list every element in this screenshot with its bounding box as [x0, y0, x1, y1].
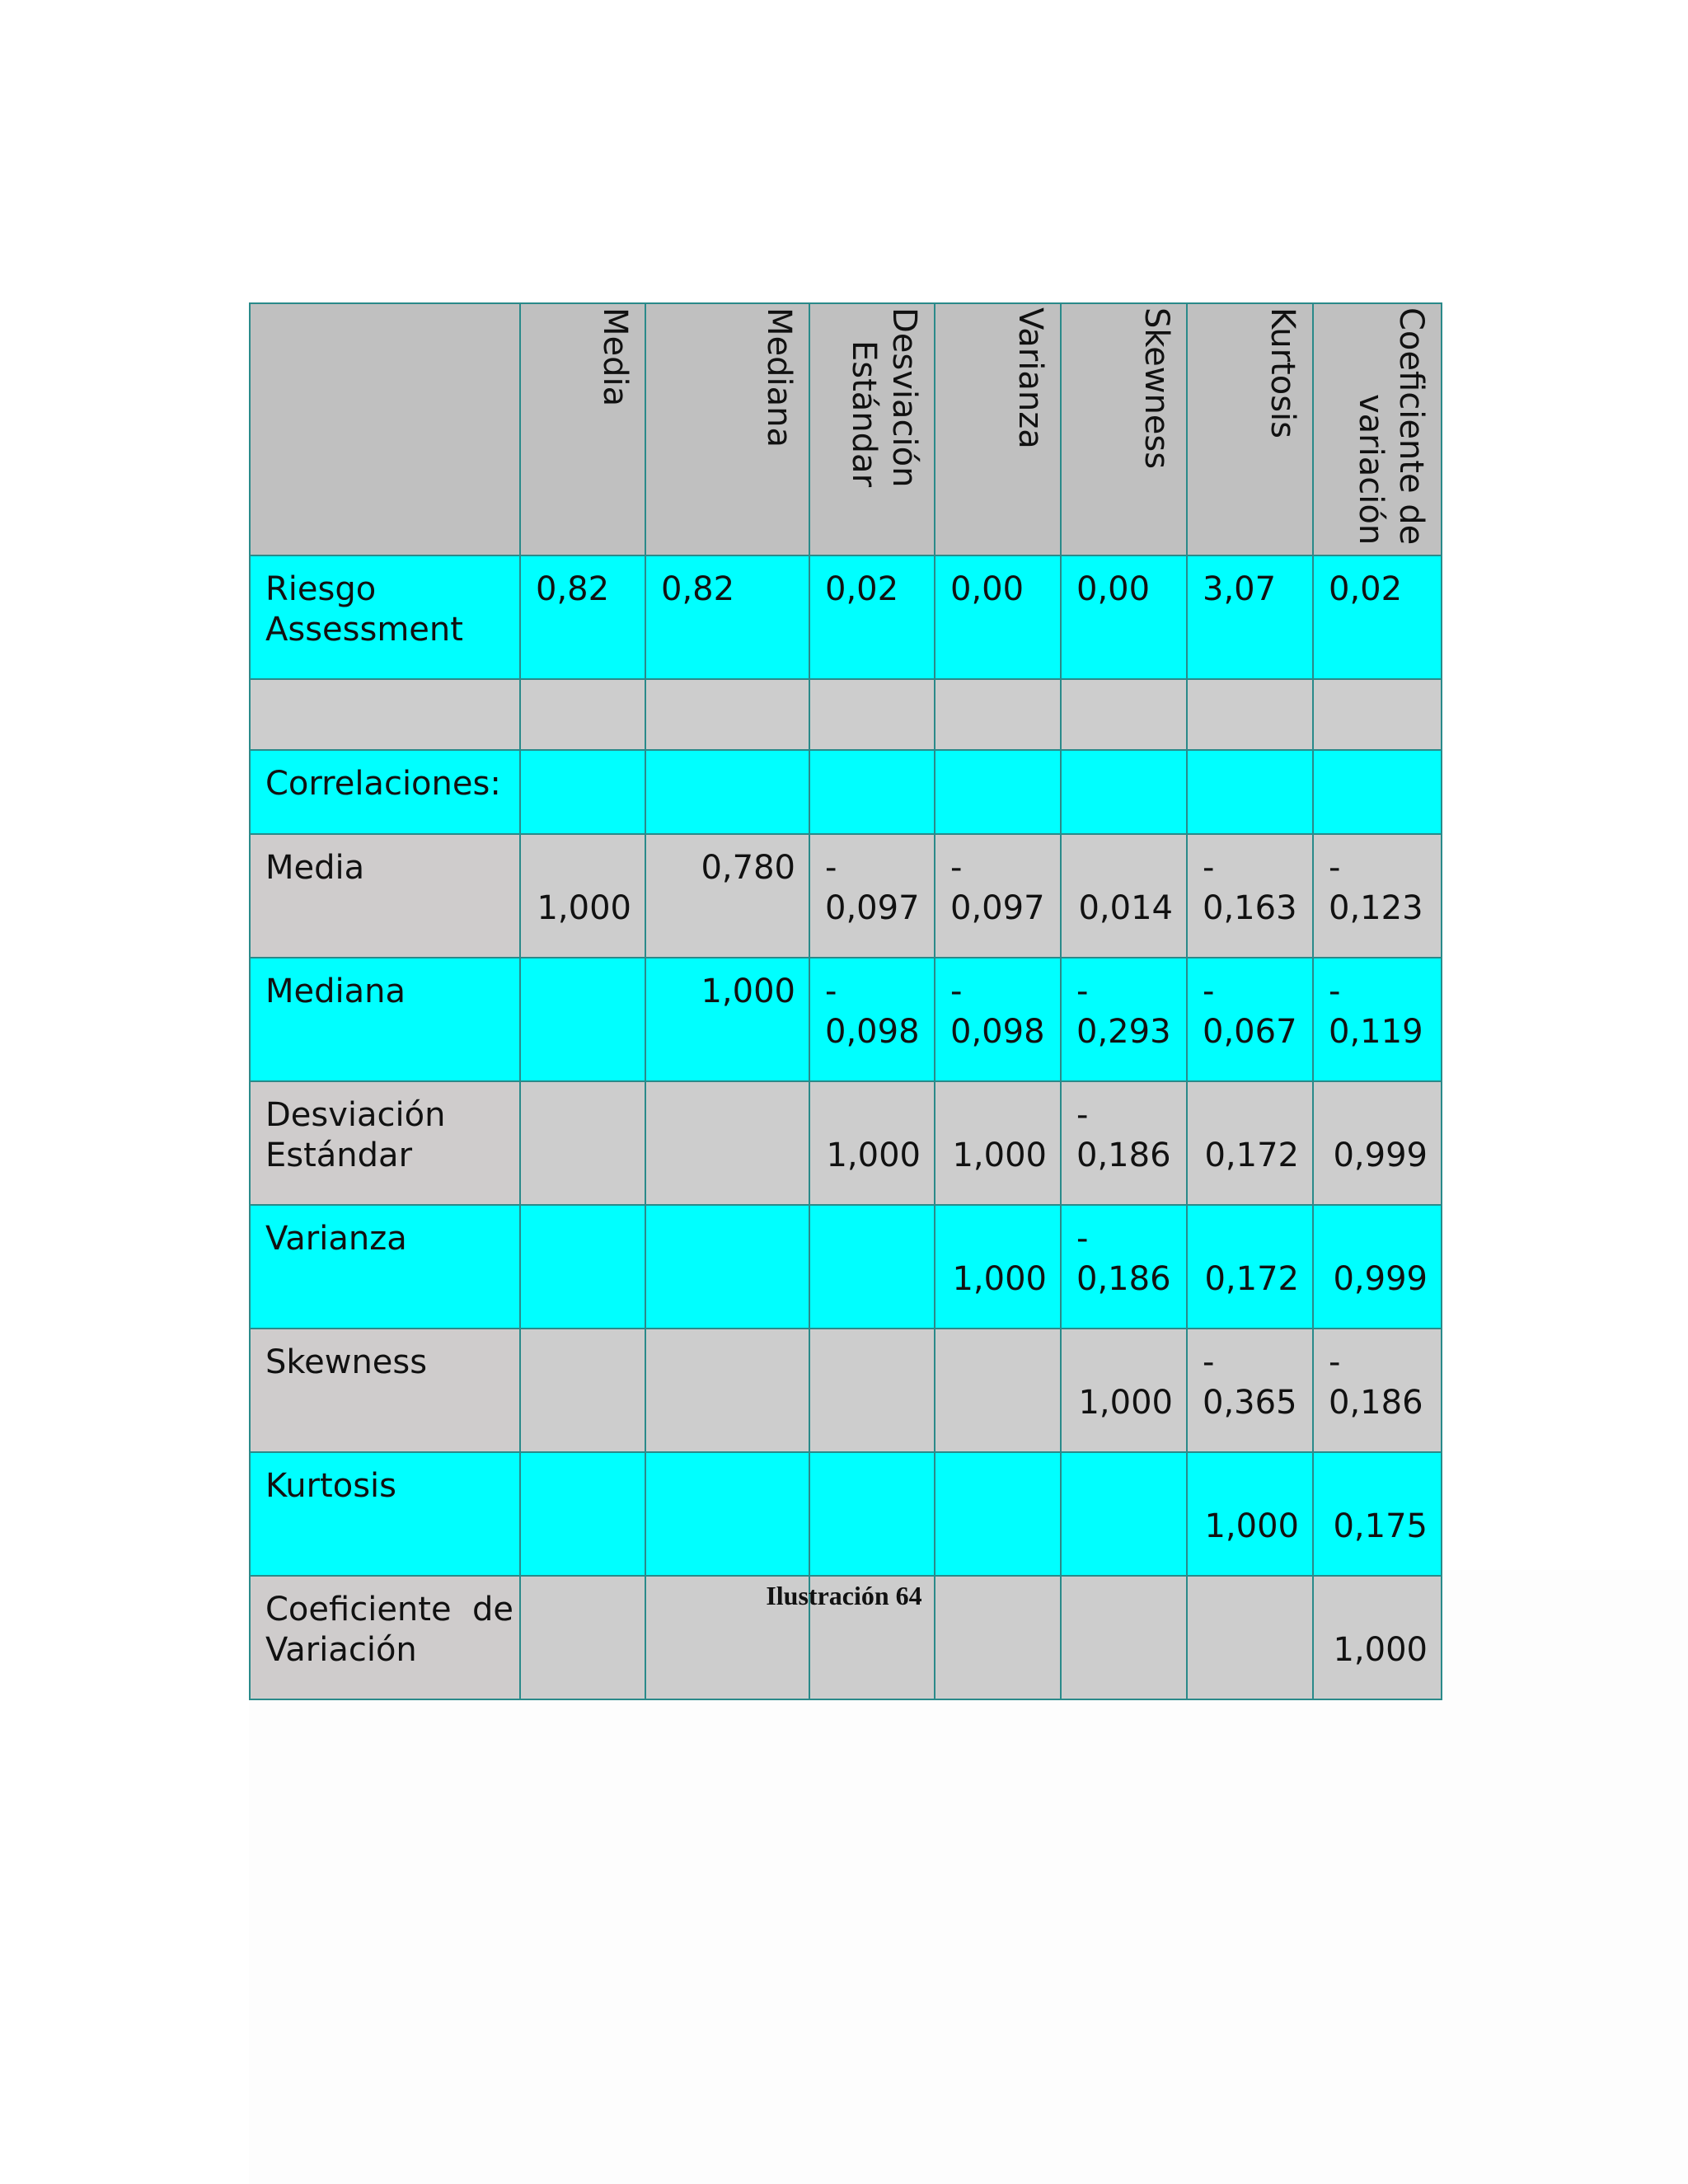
header-row	[250, 303, 1442, 555]
table-cell: 0,02	[1313, 555, 1442, 679]
header-cell-kurtosis	[1187, 303, 1313, 555]
table-row	[250, 958, 1442, 1081]
header-cell-coeficiente	[1313, 303, 1442, 555]
table-cell: 0,999	[1313, 1081, 1442, 1205]
statistics-table	[249, 302, 1442, 1700]
table-cell: - 0,067	[1187, 958, 1313, 1081]
table-cell: 0,00	[1061, 555, 1187, 679]
table-cell: 0,175	[1313, 1452, 1442, 1576]
table-cell	[520, 679, 645, 750]
row-label: Mediana	[250, 958, 520, 1081]
header-label: Media	[596, 307, 634, 407]
table-cell	[935, 750, 1061, 834]
table-cell: 0,999	[1313, 1205, 1442, 1329]
header-label: Mediana	[760, 307, 798, 448]
table-cell: 1,000	[809, 1081, 935, 1205]
table-row	[250, 1081, 1442, 1205]
table-cell: - 0,186	[1061, 1081, 1187, 1205]
table-cell	[645, 750, 809, 834]
table-cell: - 0,186	[1313, 1329, 1442, 1452]
table-cell: 1,000	[1061, 1329, 1187, 1452]
header-cell-mediana	[645, 303, 809, 555]
table-cell	[1187, 679, 1313, 750]
header-label: Skewness	[1137, 307, 1175, 470]
table-cell	[935, 679, 1061, 750]
table-cell	[520, 1452, 645, 1576]
table-cell	[809, 1452, 935, 1576]
table-cell	[645, 679, 809, 750]
table-cell	[520, 958, 645, 1081]
row-label: Varianza	[250, 1205, 520, 1329]
table-cell	[935, 1452, 1061, 1576]
table-cell	[1061, 750, 1187, 834]
header-label: Desviación Estándar	[845, 307, 923, 488]
row-label: Coeficiente de Variación	[250, 1576, 520, 1699]
table-cell: 0,014	[1061, 834, 1187, 958]
table-cell: 1,000	[520, 834, 645, 958]
table-cell: 0,780	[645, 834, 809, 958]
table-cell: - 0,119	[1313, 958, 1442, 1081]
table-cell: - 0,293	[1061, 958, 1187, 1081]
row-label: Kurtosis	[250, 1452, 520, 1576]
row-label: Skewness	[250, 1329, 520, 1452]
table-cell	[809, 1205, 935, 1329]
table-cell: - 0,097	[809, 834, 935, 958]
table-cell	[935, 1329, 1061, 1452]
correlations-label: Correlaciones:	[250, 750, 520, 834]
table-cell: 1,000	[1313, 1576, 1442, 1699]
table-cell: - 0,123	[1313, 834, 1442, 958]
header-label: Varianza	[1011, 307, 1049, 449]
correlation-rows	[250, 834, 1442, 1699]
table-cell	[520, 1081, 645, 1205]
table-cell	[809, 679, 935, 750]
table-cell	[1313, 679, 1442, 750]
table-cell: 3,07	[1187, 555, 1313, 679]
table-cell: 0,172	[1187, 1081, 1313, 1205]
table-cell: - 0,365	[1187, 1329, 1313, 1452]
table-cell: 0,82	[520, 555, 645, 679]
table-cell	[1313, 750, 1442, 834]
table-cell	[809, 750, 935, 834]
table-cell: 1,000	[935, 1081, 1061, 1205]
table-cell	[809, 1329, 935, 1452]
row-label: Media	[250, 834, 520, 958]
table-row-riesgo	[250, 555, 1442, 679]
table-cell: 1,000	[645, 958, 809, 1081]
table-cell	[645, 1081, 809, 1205]
header-corner-cell	[250, 303, 520, 555]
table-row	[250, 1329, 1442, 1452]
table-cell: 0,00	[935, 555, 1061, 679]
table-cell	[645, 1452, 809, 1576]
table-cell: 1,000	[1187, 1452, 1313, 1576]
table-cell: 0,82	[645, 555, 809, 679]
table-cell	[520, 1329, 645, 1452]
table-cell: 1,000	[935, 1205, 1061, 1329]
correlations-heading-row	[250, 750, 1442, 834]
empty-row	[250, 679, 1442, 750]
table-cell: - 0,097	[935, 834, 1061, 958]
header-cell-media	[520, 303, 645, 555]
header-label: Coeficiente de variación	[1352, 307, 1430, 546]
header-cell-varianza	[935, 303, 1061, 555]
header-label: Kurtosis	[1264, 307, 1301, 438]
table-cell: - 0,098	[935, 958, 1061, 1081]
table-cell	[645, 1329, 809, 1452]
figure-caption: Ilustración 64	[766, 1581, 922, 1610]
table-row	[250, 1205, 1442, 1329]
table-cell	[520, 1205, 645, 1329]
table-cell	[645, 1205, 809, 1329]
table-row	[250, 834, 1442, 958]
table-cell	[520, 750, 645, 834]
table-cell	[250, 679, 520, 750]
row-label: Riesgo Assessment	[250, 555, 520, 679]
table-cell	[1061, 679, 1187, 750]
table-cell: 0,172	[1187, 1205, 1313, 1329]
table-cell: 0,02	[809, 555, 935, 679]
table-cell: - 0,163	[1187, 834, 1313, 958]
table-cell	[1187, 750, 1313, 834]
table-cell: - 0,186	[1061, 1205, 1187, 1329]
row-label: Desviación Estándar	[250, 1081, 520, 1205]
header-cell-skewness	[1061, 303, 1187, 555]
header-cell-desviacion	[809, 303, 935, 555]
table-cell: - 0,098	[809, 958, 935, 1081]
table-row	[250, 1452, 1442, 1576]
table-cell	[1061, 1452, 1187, 1576]
